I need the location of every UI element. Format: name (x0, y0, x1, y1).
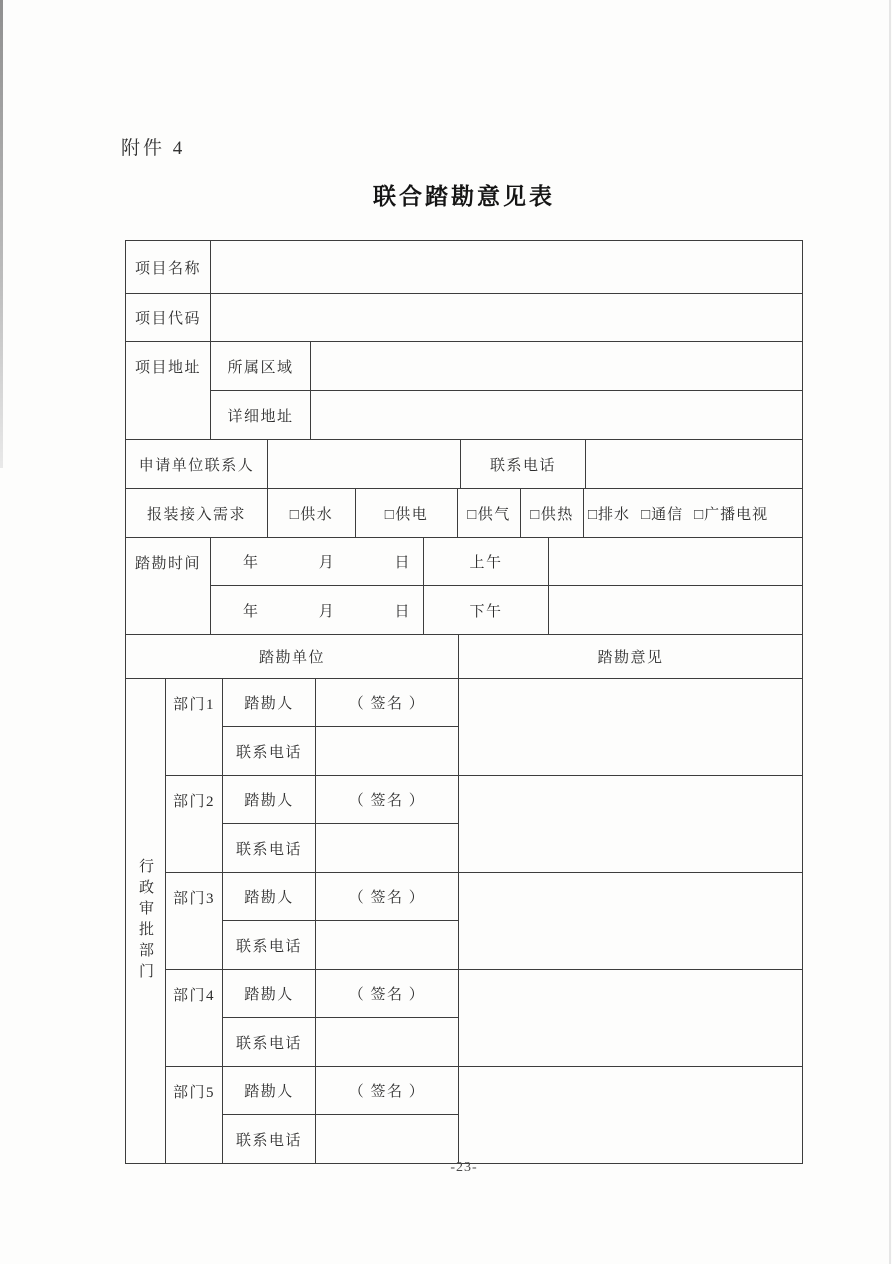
scan-artifact-left (0, 0, 3, 468)
survey-time-row (126, 538, 802, 635)
dept-2-opinion-field[interactable] (459, 776, 802, 872)
year-label: 年 (243, 603, 260, 620)
dept-1-block (166, 679, 802, 776)
admin-dept-label: 行政审批部门 (126, 679, 166, 1163)
survey-time-label: 踏勘时间 (126, 538, 211, 634)
checkbox-broadcast-tv[interactable]: □广播电视 (694, 506, 769, 523)
month-label: 月 (318, 603, 336, 620)
project-name-row (126, 241, 802, 294)
applicant-contact-row (126, 440, 802, 489)
survey-unit-header: 踏勘单位 (126, 635, 459, 678)
dept-3-opinion-field[interactable] (459, 873, 802, 969)
survey-time-subrows (211, 538, 802, 634)
contact-phone-label: 联系电话 (461, 440, 586, 488)
region-label: 所属区域 (211, 342, 311, 390)
dept-4-label: 部门4 (166, 970, 223, 1066)
dept-2-label: 部门2 (166, 776, 223, 872)
month-label: 月 (318, 555, 336, 571)
project-address-row (126, 342, 802, 440)
dept-2-phone-field[interactable] (316, 824, 459, 872)
am-time-field[interactable] (549, 538, 802, 585)
scan-artifact-right (889, 0, 891, 1264)
joint-survey-form-table (125, 240, 803, 1164)
pm-time-field[interactable] (549, 586, 802, 634)
admin-dept-section (126, 679, 802, 1163)
page-number: -23- (450, 1160, 478, 1175)
checkbox-water[interactable]: □供水 (268, 489, 356, 537)
surveyor-label: 踏勘人 (223, 679, 316, 727)
dept-3-label: 部门3 (166, 873, 223, 969)
dept-1-label: 部门1 (166, 679, 223, 775)
checkbox-electricity[interactable]: □供电 (356, 489, 458, 537)
checkbox-group-extra (584, 489, 802, 537)
day-label: 日 (394, 603, 411, 620)
phone-label: 联系电话 (223, 1115, 316, 1163)
phone-label: 联系电话 (223, 727, 316, 775)
dept-4-opinion-field[interactable] (459, 970, 802, 1066)
section-header-row (126, 635, 802, 679)
project-address-label: 项目地址 (126, 342, 211, 439)
dept-4-signature-field[interactable]: （ 签名 ） (316, 970, 459, 1018)
dept-1-phone-field[interactable] (316, 727, 459, 775)
day-label: 日 (394, 555, 411, 571)
checkbox-heating[interactable]: □供热 (521, 489, 584, 537)
page-title: 联合踏勘意见表 (373, 184, 555, 209)
am-label: 上午 (424, 538, 549, 585)
dept-5-opinion-field[interactable] (459, 1067, 802, 1163)
phone-label: 联系电话 (223, 824, 316, 872)
detail-address-field[interactable] (311, 391, 802, 439)
contact-phone-field[interactable] (586, 440, 802, 488)
phone-label: 联系电话 (223, 1018, 316, 1066)
region-field[interactable] (311, 342, 802, 390)
checkbox-gas[interactable]: □供气 (458, 489, 521, 537)
detail-address-subrow (211, 391, 802, 439)
project-code-row (126, 294, 802, 342)
dept-1-signature-field[interactable]: （ 签名 ） (316, 679, 459, 727)
dept-2-signature-field[interactable]: （ 签名 ） (316, 776, 459, 824)
detail-address-label: 详细地址 (211, 391, 311, 439)
dept-4-phone-field[interactable] (316, 1018, 459, 1066)
project-name-field[interactable] (211, 241, 802, 293)
access-request-label: 报装接入需求 (126, 489, 268, 537)
date-field-am[interactable] (211, 538, 424, 585)
applicant-contact-field[interactable] (268, 440, 461, 488)
phone-label: 联系电话 (223, 921, 316, 969)
dept-5-label: 部门5 (166, 1067, 223, 1163)
dept-5-signature-field[interactable]: （ 签名 ） (316, 1067, 459, 1115)
surveyor-label: 踏勘人 (223, 1067, 316, 1115)
dept-5-block (166, 1067, 802, 1163)
survey-time-am-subrow (211, 538, 802, 586)
year-label: 年 (243, 555, 260, 571)
checkbox-telecom[interactable]: □通信 (641, 506, 684, 523)
access-request-row (126, 489, 802, 538)
dept-3-block (166, 873, 802, 970)
region-subrow (211, 342, 802, 391)
surveyor-label: 踏勘人 (223, 970, 316, 1018)
surveyor-label: 踏勘人 (223, 873, 316, 921)
attachment-label: 附件 4 (121, 138, 186, 159)
survey-opinion-header: 踏勘意见 (597, 650, 664, 666)
project-address-subrows (211, 342, 802, 439)
date-field-pm[interactable] (211, 586, 424, 634)
dept-4-block (166, 970, 802, 1067)
project-code-field[interactable] (211, 294, 802, 341)
surveyor-label: 踏勘人 (223, 776, 316, 824)
dept-blocks (166, 679, 802, 1163)
dept-3-phone-field[interactable] (316, 921, 459, 969)
dept-3-signature-field[interactable]: （ 签名 ） (316, 873, 459, 921)
pm-label: 下午 (424, 586, 549, 634)
survey-time-pm-subrow (211, 586, 802, 634)
checkbox-drainage[interactable]: □排水 (588, 506, 631, 523)
project-code-label: 项目代码 (126, 294, 211, 341)
applicant-contact-label: 申请单位联系人 (126, 440, 268, 488)
project-name-label: 项目名称 (126, 241, 211, 293)
dept-2-block (166, 776, 802, 873)
dept-5-phone-field[interactable] (316, 1115, 459, 1163)
dept-1-opinion-field[interactable] (459, 679, 802, 775)
